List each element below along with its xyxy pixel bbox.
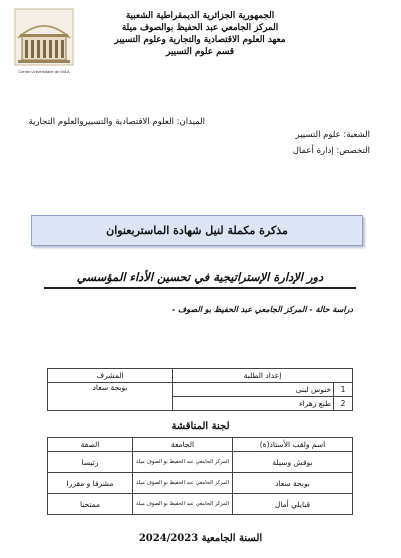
specialty-field: التخصص: إدارة أعمال	[292, 146, 370, 156]
committee-title: لجنة المناقشة	[171, 421, 230, 432]
case-study-line: دراسة حالة - المركز الجامعي عبد الحفيظ بو الصوف -	[171, 304, 353, 314]
table-row	[48, 383, 353, 397]
students-table	[47, 368, 353, 411]
table-row	[48, 473, 353, 494]
member-role: رئيسا	[48, 452, 133, 473]
header-line-institute: معهد العلوم الاقتصادية والتجارية وعلوم التسيير	[114, 35, 286, 45]
supervisor-header: المشرف	[48, 369, 173, 383]
student-name: طبع زهراء	[173, 397, 334, 411]
institution-header	[75, 10, 325, 58]
header-line-department: قسم علوم التسيير	[166, 47, 234, 57]
domain-field: الميدان: العلوم الاقتصادية والتسييروالعلوم التجارية	[28, 117, 205, 127]
member-university: المركز الجامعي عبد الحفيظ بو الصوف ميلة	[133, 452, 233, 473]
member-role: مشرفا و مقررا	[48, 473, 133, 494]
committee-role-header: الصفة	[48, 438, 133, 452]
university-logo	[14, 8, 74, 74]
student-name: خنوس لبنى	[173, 383, 334, 397]
header-line-center: المركز الجامعي عبد الحفيظ بوالصوف ميلة	[121, 23, 279, 33]
member-role: ممتحنا	[48, 494, 133, 515]
academic-year: السنة الجامعية 2024/2023	[138, 533, 263, 544]
table-row	[48, 494, 353, 515]
member-name: بوبحة سعاد	[233, 473, 353, 494]
memo-title-box: مذكرة مكملة لنيل شهادة الماستربعنوان	[31, 215, 363, 246]
committee-table	[47, 437, 353, 515]
prepared-by-header: إعداد الطلبة	[173, 369, 353, 383]
thesis-title: دور الإدارة الإستراتيجية في تحسين الأداء المؤسسي	[76, 270, 324, 284]
member-name: قبايلي أمال	[233, 494, 353, 515]
member-university: المركز الجامعي عبد الحفيظ بو الصوف ميلة	[133, 473, 233, 494]
header-line-republic: الجمهورية الجزائرية الديمقراطية الشعبية	[125, 11, 275, 21]
logo-caption: Centre Universitaire de MILA	[18, 69, 70, 74]
title-underline	[44, 287, 356, 289]
student-number: 1	[334, 383, 353, 397]
member-university: المركز الجامعي عبد الحفيظ بو الصوف ميلة	[133, 494, 233, 515]
branch-field: الشعبة: علوم التسيير	[295, 130, 370, 140]
committee-name-header: اسم ولقب الأستاذ(ة)	[233, 438, 353, 452]
supervisor-name: بوبحة سعاد	[48, 383, 173, 411]
student-number: 2	[334, 397, 353, 411]
member-name: بوقش وسيلة	[233, 452, 353, 473]
committee-university-header: الجامعة	[133, 438, 233, 452]
building-icon	[14, 8, 74, 66]
table-row	[48, 452, 353, 473]
